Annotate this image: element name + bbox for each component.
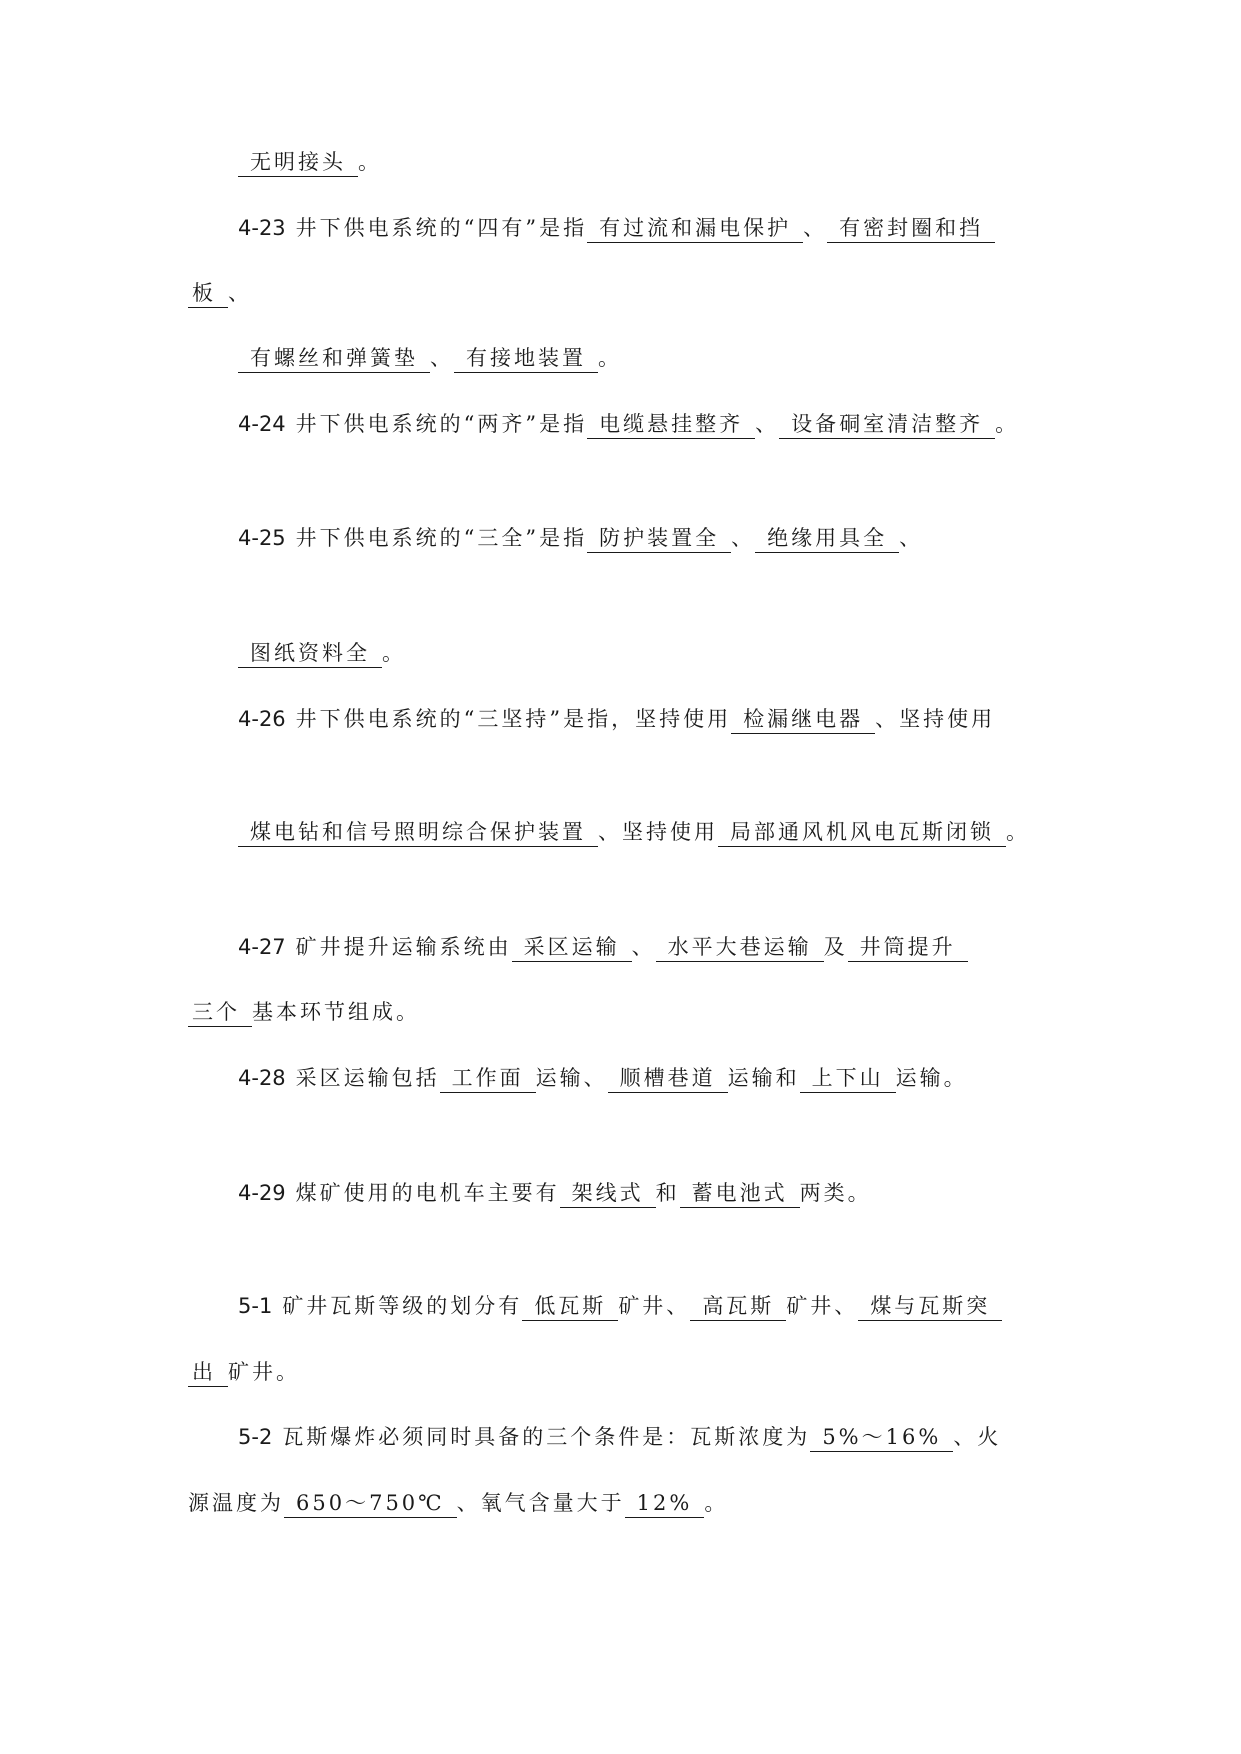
item-number: 5-1 <box>238 1294 273 1318</box>
text-line <box>238 213 995 243</box>
answer-blank: 5%～16% <box>810 1424 953 1452</box>
text-line <box>238 1291 1002 1321</box>
question-text: 井下供电系统的“两齐”是指 <box>295 412 588 436</box>
question-text: 井下供电系统的“三全”是指 <box>295 526 588 550</box>
answer-blank: 绝缘用具全 <box>755 525 899 553</box>
question-text: 、坚持使用 <box>875 707 996 731</box>
question-text: 及 <box>823 935 848 959</box>
question-text: 运输、 <box>535 1066 608 1090</box>
question-text: 。 <box>358 150 382 174</box>
answer-blank: 有密封圈和挡 <box>827 215 995 243</box>
question-text: 采区运输包括 <box>295 1066 440 1090</box>
question-text: 矿井。 <box>228 1360 300 1384</box>
item-number: 5-2 <box>238 1425 273 1449</box>
text-line <box>238 817 1030 847</box>
text-line <box>238 1422 1001 1452</box>
item-number: 4-26 <box>238 707 286 731</box>
answer-blank: 无明接头 <box>238 149 358 177</box>
answer-blank: 出 <box>188 1359 228 1387</box>
question-text: 瓦斯爆炸必须同时具备的三个条件是：瓦斯浓度为 <box>282 1425 811 1449</box>
item-number: 4-27 <box>238 935 286 959</box>
answer-blank: 图纸资料全 <box>238 640 382 668</box>
text-line <box>238 147 382 177</box>
answer-blank: 检漏继电器 <box>731 706 875 734</box>
answer-blank: 煤与瓦斯突 <box>858 1293 1002 1321</box>
question-text: 、 <box>631 935 656 959</box>
answer-blank: 蓄电池式 <box>680 1180 800 1208</box>
question-text: 矿井瓦斯等级的划分有 <box>282 1294 523 1318</box>
question-text: 矿井、 <box>786 1294 859 1318</box>
text-line <box>188 1357 300 1387</box>
question-text: 、 <box>755 412 780 436</box>
text-line <box>238 638 406 668</box>
question-text: 。 <box>598 346 622 370</box>
item-number: 4-24 <box>238 412 286 436</box>
answer-blank: 12% <box>625 1490 705 1518</box>
question-text: 。 <box>382 641 406 665</box>
answer-blank: 低瓦斯 <box>522 1293 618 1321</box>
answer-blank: 工作面 <box>440 1065 536 1093</box>
text-line <box>238 1178 872 1208</box>
question-text: 基本环节组成。 <box>252 1000 420 1024</box>
question-text: 井下供电系统的“四有”是指 <box>295 216 588 240</box>
question-text: 矿井提升运输系统由 <box>295 935 512 959</box>
answer-blank: 高瓦斯 <box>690 1293 786 1321</box>
question-text: 、坚持使用 <box>598 820 718 844</box>
question-text: 源温度为 <box>188 1491 284 1515</box>
question-text: 井下供电系统的“三坚持”是指，坚持使用 <box>295 707 732 731</box>
item-number: 4-25 <box>238 526 286 550</box>
answer-blank: 上下山 <box>800 1065 896 1093</box>
item-number: 4-28 <box>238 1066 286 1090</box>
answer-blank: 有接地装置 <box>454 345 598 373</box>
answer-blank: 架线式 <box>560 1180 656 1208</box>
text-line <box>188 997 420 1027</box>
item-number: 4-29 <box>238 1181 286 1205</box>
text-line <box>238 343 622 373</box>
answer-blank: 电缆悬挂整齐 <box>587 411 755 439</box>
answer-blank: 有螺丝和弹簧垫 <box>238 345 430 373</box>
answer-blank: 650～750℃ <box>284 1490 457 1518</box>
question-text: 、 <box>228 281 252 305</box>
answer-blank: 三个 <box>188 999 252 1027</box>
answer-blank: 设备硐室清洁整齐 <box>779 411 995 439</box>
question-text: 和 <box>655 1181 680 1205</box>
question-text: 煤矿使用的电机车主要有 <box>295 1181 560 1205</box>
question-text: 、火 <box>953 1425 1002 1449</box>
answer-blank: 水平大巷运输 <box>656 934 824 962</box>
answer-blank: 防护装置全 <box>587 525 731 553</box>
question-text: 、 <box>731 526 756 550</box>
answer-blank: 井筒提升 <box>848 934 968 962</box>
question-text: 。 <box>995 412 1020 436</box>
question-text: 两类。 <box>799 1181 872 1205</box>
question-text: 。 <box>1006 820 1030 844</box>
text-line <box>238 932 968 962</box>
question-text: 矿井、 <box>618 1294 691 1318</box>
answer-blank: 局部通风机风电瓦斯闭锁 <box>718 819 1006 847</box>
question-text: 、氧气含量大于 <box>456 1491 625 1515</box>
answer-blank: 板 <box>188 280 228 308</box>
question-text: 、 <box>899 526 924 550</box>
text-line <box>238 409 1019 439</box>
question-text: 、 <box>803 216 828 240</box>
question-text: 运输。 <box>895 1066 968 1090</box>
text-line <box>238 523 923 553</box>
question-text: 、 <box>430 346 454 370</box>
text-line <box>188 1488 728 1518</box>
text-line <box>238 1063 968 1093</box>
question-text: 。 <box>704 1491 729 1515</box>
question-text: 运输和 <box>727 1066 800 1090</box>
answer-blank: 有过流和漏电保护 <box>587 215 803 243</box>
text-line <box>238 704 995 734</box>
item-number: 4-23 <box>238 216 286 240</box>
answer-blank: 顺槽巷道 <box>608 1065 728 1093</box>
text-line <box>188 278 252 308</box>
answer-blank: 煤电钻和信号照明综合保护装置 <box>238 819 598 847</box>
answer-blank: 采区运输 <box>512 934 632 962</box>
